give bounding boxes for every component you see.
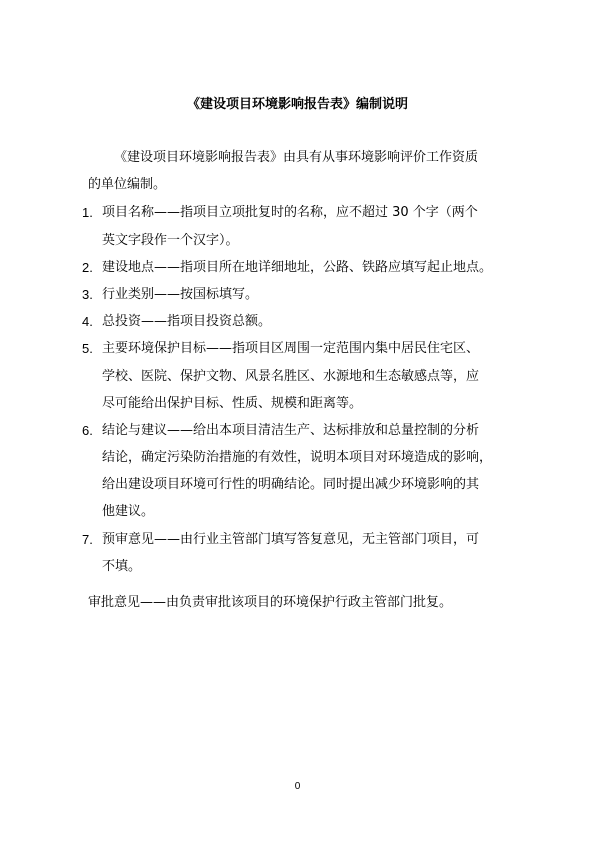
item-3-number: 3.: [82, 287, 93, 302]
item-7-line-1: 预审意见——由行业主管部门填写答复意见，无主管部门项目，可: [102, 532, 480, 547]
item-1-line-1: 项目名称——指项目立项批复时的名称，应不超过 30 个字（两个: [102, 205, 478, 220]
item-3-line-1: 行业类别——按国标填写。: [102, 287, 259, 302]
item-6-line-1: 结论与建议——给出本项目清洁生产、达标排放和总量控制的分析: [102, 423, 480, 438]
item-5-line-2: 学校、医院、保护文物、风景名胜区、水源地和生态敏感点等，应: [102, 369, 480, 384]
item-5-line-3: 尽可能给出保护目标、性质、规模和距离等。: [102, 396, 363, 411]
item-4-number: 4.: [82, 314, 93, 329]
item-5-line-1: 主要环境保护目标——指项目区周围一定范围内集中居民住宅区、: [102, 341, 480, 356]
item-6-line-4: 他建议。: [102, 504, 155, 519]
item-6-line-3: 给出建设项目环境可行性的明确结论。同时提出减少环境影响的其: [102, 477, 480, 492]
item-2-number: 2.: [82, 260, 93, 275]
intro-line-1: 《建设项目环境影响报告表》由具有从事环境影响评价工作资质: [114, 150, 479, 165]
closing-paragraph: 审批意见——由负责审批该项目的环境保护行政主管部门批复。: [88, 595, 453, 610]
item-4-line-1: 总投资——指项目投资总额。: [102, 314, 272, 329]
item-7-line-2: 不填。: [102, 559, 142, 574]
page-number: 0: [294, 781, 301, 792]
item-5-number: 5.: [82, 341, 93, 356]
item-1-line-2: 英文字段作一个汉字）。: [102, 233, 239, 248]
item-6-number: 6.: [82, 423, 93, 438]
item-1-number: 1.: [82, 205, 93, 220]
document-title: 《建设项目环境影响报告表》编制说明: [186, 97, 408, 112]
item-6-line-2: 结论，确定污染防治措施的有效性，说明本项目对环境造成的影响，: [102, 450, 493, 465]
item-7-number: 7.: [82, 532, 93, 547]
item-2-line-1: 建设地点——指项目所在地详细地址，公路、铁路应填写起止地点。: [102, 260, 493, 275]
intro-line-2: 的单位编制。: [88, 177, 167, 192]
